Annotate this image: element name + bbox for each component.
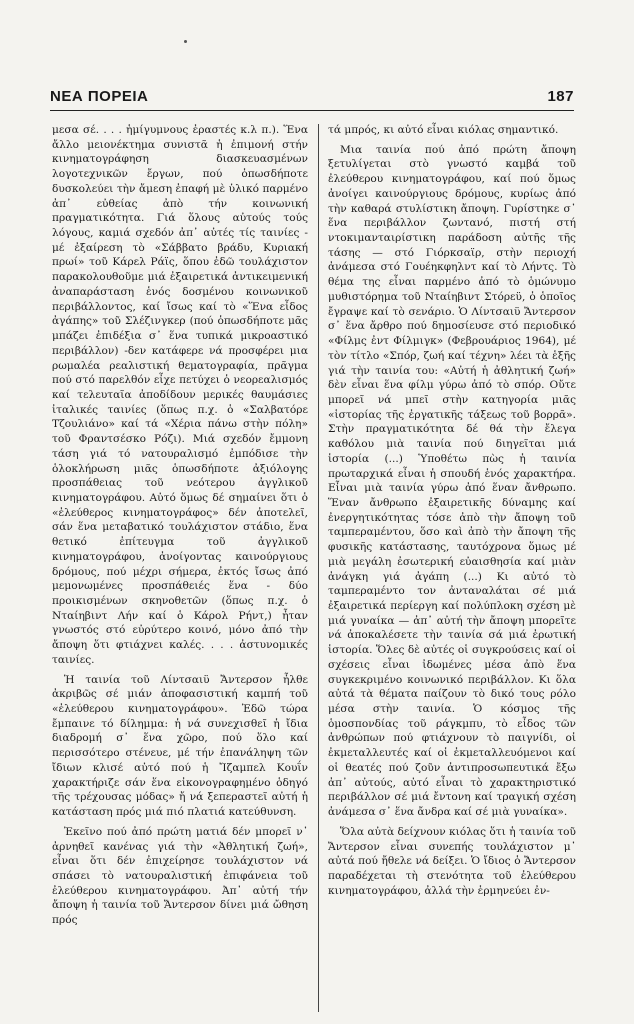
column-divider (318, 124, 319, 1012)
left-column (52, 123, 308, 928)
paragraph: Ὅλα αὐτὰ δείχνουν κιόλας ὅτι ἡ ταινία τοῦ Ἄντερσον εἶναι συνεπής τουλάχιστον μ᾽ αὐτά πού ἤθελε νά δείξει. Ὁ ἴδιος ὁ Ἄντερσον παραδέχεται τὴ στενότητα τοῦ ἐλεύθερου κινηματογράφου, ἀλλά τὴν ἑρμηνεύει ἐν- (328, 825, 576, 897)
page-number: 187 (547, 88, 574, 105)
right-column (328, 123, 576, 898)
paragraph: Μια ταινία πού ἀπό πρώτη ἄποψη ξετυλίγεται στὸ γνωστό καμβά τοῦ ἐλεύθερου κινηματογράφου, καί πού ὅμως ἀνοίγει καινούργιους δρόμους, κυρίως ἀπό τὴν καθαρά στυλίστικη ἄποψη. Γυρίστηκε σ᾽ ἕνα περιβάλλον ζωντανό, πιστή στή ντοκιμανταιρίστικη παράδοση αὐτῆς τῆς τάσης — στό Γιόρκσαϊρ, στὴν περιοχή ἀνάμεσα στό Γουέηκφηλντ καί τὸ Λήντς. Τὸ θέμα της εἶναι παρμένο ἀπό τὸ ὁμώνυμο μυθιστόρημα τοῦ Νταίηβιντ Στόρεϋ, ὁ ὁποῖος ἔγραψε καί τὸ σενάριο. Ὁ Λίντσαιϋ Ἄντερσον σ᾽ ἕνα ἄρθρο πού δημοσίευσε στό περιοδικό «Φίλμς ἐντ Φίλμιγκ» (Φεβρουάριος 1964), μέ τὸν τίτλο «Σπόρ, ζωή καί τέχνη» λέει τὰ ἑξῆς γιά τὴν ταινία του: «Αὐτή ἡ ἀθλητική ζωή» δὲν εἶναι ἕνα φίλμ γύρω ἀπό τὸ σπόρ. Οὔτε μπορεῖ νά μπεῖ στὴν κατηγορία μιᾶς «ἱστορίας τῆς ἐργατικῆς τάξεως τοῦ βορρᾶ». Στὴν πραγματικότητα δέ θά τὴν ἔλεγα καθόλου μιὰ ταινία πού διηγεῖται μιά ἱστορία (...) Ὑποθέτω πὼς ἡ ταινία πρωταρχικά εἶναι ἡ σπουδή ἑνός χαρακτήρα. Εἶναι μιὰ ταινία γύρω ἀπό ἕναν ἄνθρωπο. Ἕναν ἄνθρωπο ἐξαιρετικῆς δύναμης καί ἐνεργητικότητας τόσε ἀπὸ τὴν ἄποψη τοῦ ταμπεραμέντου, ὅσο καὶ ἀπὸ τὴν ἄποψη τῆς φυσικῆς κατάστασης, ταυτόχρονα ὅμως μέ μιὰ μεγάλη ἐσωτερική εὐαισθησία καί μιὰν ἀνάγκη γιά ἀγάπη (...) Κι αὐτό τὸ ταμπεραμέντο τον ἀνταναλάται σέ μιά ἐξαιρετικά περίεργη καί πολύπλοκη σχέση μὲ μιά γυναίκα — ἀπ᾽ αὐτή τὴν ἄποψη μπορεῖτε νά ἀποκαλέσετε τὴν ταινία σά μιά ἐρωτική ἱστορία. Ὅλες δὲ αὐτές οἱ συγκρούσεις καί οἱ σχέσεις εἶναι ἰδωμένες μέσα ἀπὸ ἕνα συγκεκριμένο κοινωνικό περιβάλλον. Κι ὅλα αὐτά τὰ θέματα παίζουν τὸ δικό τους ρόλο μέσα στὴν ταινία. Ὁ κόσμος τῆς ὁμοσπονδίας τοῦ ράγκμπυ, τὸ εἶδος τῶν ἀνθρώπων πού φτιάχνουν τὸ παιγνίδι, οἱ ἐκμεταλλευτές καί οἱ ἐκμεταλλευόμενοι καί οἱ θεατές πού ζοῦν ἀντιπροσωπευτικά ἔξω ἀπ᾽ αὐτούς, αὐτό εἶναι τὸ χαρακτηριστικό περιβάλλον σέ μιά ἔντονη καί τραγική σχέση ἀνάμεσα σ᾽ ἕνα ἄνδρα καί σέ μιὰ γυναίκα». (328, 143, 576, 819)
journal-title: ΝΕΑ ΠΟΡΕΙΑ (50, 88, 149, 105)
header-rule (50, 110, 574, 111)
paragraph: Ἐκεῖνο πού ἀπό πρώτη ματιά δέν μπορεῖ ν᾽ ἀρνηθεῖ κανένας γιά τὴν «Ἀθλητική ζωή», εἶναι ὅτι δέν ἐπιχείρησε τουλάχιστον νά σπάσει τὸ νατουραλιστική ἐπιφάνεια τοῦ ἐλεύθερου κινηματογράφου. Ἀπ᾽ αὐτή τήν ἄποψη ἡ ταινία τοῦ Ἄντερσον δίνει μιά ὤθηση πρός (52, 825, 308, 927)
page-header (50, 86, 574, 110)
paragraph: μεσα σέ. . . . ἡμίγυμνους ἐραστές κ.λ π.). Ἕνα ἄλλο μειονέκτημα συνιστᾶ ἡ ἐπιμονή στήν κινηματογράφηση διασκευασμένων λογοτεχνικῶν ἔργων, πού ὁπωσδήποτε δυσκολεύει τὴν ἄμεση ἐπαφή μὲ ὑλικό παρμένο ἀπ᾽ εὐθείας ἀπὸ τήν κοινωνική πραγματικότητα. Γιά ὅλους αὐτούς τούς λόγους, καμιά σχεδόν ἀπ᾽ αὐτές τίς ταινίες - μέ ἐξαίρεση τὸ «Σάββατο βράδυ, Κυριακή πρωί» τοῦ Κάρελ Ράϊς, ὅπου ἐδῶ τουλάχιστον παρακολουθοῦμε μιά ἐξαιρετικά ἀντικειμενική ἀναπαράσταση ἑνός δοσμένου κοινωνικοῦ περιβάλλοντος, καί ἴσως καί τὸ «Ἕνα εἶδος ἀγάπης» τοῦ Σλέζινγκερ (πού ὁπωσδήποτε μᾶς μπάζει ἐπιδέξια σ᾽ ἕνα τυπικά μικροαστικό περιβάλλον) -δεν κατάφερε νά προσφέρει μια ρωμαλέα ρεαλιστική θεματογραφία, πρᾶγμα πού στό παρελθόν εἶχε πετύχει ὁ νεορεαλισμός καί τελευταῖα ἀποδίδουν μερικές θαυμάσιες ἰταλικές ταινίες (ὅπως π.χ. ὁ «Σαλβατόρε Τζουλιάνο» καί τά «Χέρια πάνω στὴν πόλη» τοῦ Φραντσέσκο Ρόζι). Μιά σχεδόν ἔμμονη τάση γιά τό νατουραλισμό ἐμπόδισε τὴν ὁλοκλήρωση μιᾶς ὁπωσδήποτε ἀξιόλογης προσπάθειας τοῦ νεότερου ἀγγλικοῦ κινηματογράφου. Αὐτό ὅμως δέ σημαίνει ὅτι ὁ «ἐλεύθερος κινηματογράφος» δέν ἀποτελεῖ, σάν ἕνα μεταβατικό τουλάχιστον στάδιο, ἕνα θετικό ἐπίτευγμα τοῦ ἀγγλικοῦ κινηματογράφου, ἀνοίγοντας καινούργιους δρόμους, πού μέχρι σήμερα, ἐκτός ἴσως ἀπό μεμονωμένες προσπάθειές ἕνα - δύο προικισμένων σκηνοθετῶν (ὅπως π.χ. ὁ Νταίηβιντ Λήν καί ὁ Κάρολ Ρήντ,) ἦταν γνωστός στό εὐρύτερο κοινό, μόνο ἀπό τὴν ἄποψη ὅτι φτιάχνει καλές. . . . ἀστυνομικές ταινίες. (52, 124, 308, 666)
paragraph: Ἡ ταινία τοῦ Λίντσαιϋ Ἄντερσον ἦλθε ἀκριβῶς σέ μιάν ἀποφασιστική καμπή τοῦ «ἐλεύθερου κινηματογράφου». Ἐδῶ τώρα ἔμπαινε τό δίλημμα: ἡ νά συνεχισθεῖ ἡ ἴδια διαδρομή σ᾽ ἕνα χῶρο, πού ὅλο καί περισσότερο στένευε, μέ τήν ἐπανάληψη τῶν ἴδιων κλισέ αὐτό πού ἡ Ἴζαμπελ Κουΐν χαρακτήριζε σάν ἕνα εἰκονογραφημένο ὁδηγό τῆς τρέχουσας μόδας» ἤ νά ξεπεραστεῖ αὐτή ἡ κατάσταση πρός μιά πιό πλατιά κατεύθυνση. (52, 673, 308, 819)
scan-speck (184, 40, 187, 43)
paragraph: τά μπρός, κι αὐτό εἶναι κιόλας σημαντικό. (328, 124, 559, 136)
